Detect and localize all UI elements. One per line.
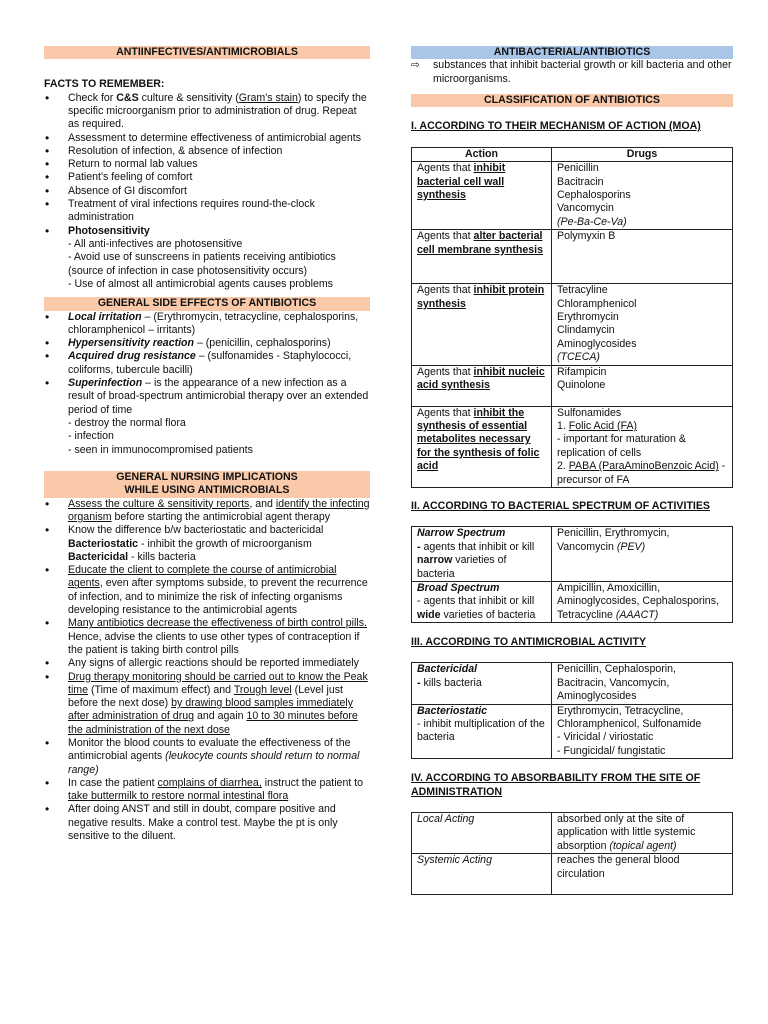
list-item: • Hypersensitivity reaction – (penicillin, cephalosporins)	[44, 337, 370, 350]
table-row: Bacteriostatic - inhibit multiplication of the bacteria Erythromycin, Tetracycline, Chloramphenicol, Sulfonamide - Viricidal / viriostatic - Fungicidal/ fungistatic	[412, 704, 733, 759]
table-row: Agents that inhibit bacterial cell wall synthesis Penicillin Bacitracin Cephalosporins Vancomycin (Pe-Ba-Ce-Va)	[412, 162, 733, 230]
table-row: Local Acting absorbed only at the site of application with little systemic absorption (topical agent)	[412, 812, 733, 853]
list-item: • Monitor the blood counts to evaluate the effectiveness of the antimicrobial agents (leukocyte counts should return to normal range)	[44, 737, 370, 777]
list-item: • In case the patient complains of diarrhea, instruct the patient to take buttermilk to restore normal intestinal flora	[44, 777, 370, 804]
list-item: • Resolution of infection, & absence of infection	[44, 145, 370, 158]
list-item: • Check for C&S culture & sensitivity (Gram's stain) to specify the specific microorganism prior to administration of drug. Repeat as required.	[44, 92, 370, 132]
facts-title: FACTS TO REMEMBER:	[44, 78, 165, 91]
section-header-classification: CLASSIFICATION OF ANTIBIOTICS	[411, 94, 733, 107]
definition: ⇨ substances that inhibit bacterial growth or kill bacteria and other microorganisms.	[411, 59, 732, 85]
list-item: • Superinfection – is the appearance of a new infection as a result of broad-spectrum antimicrobial therapy over an extended period of time - destroy the normal flora - infection - seen in immunocompromised patients	[44, 377, 370, 457]
activity-table	[411, 662, 733, 759]
table-row: Agents that inhibit nucleic acid synthesis Rifampicin Quinolone	[412, 365, 733, 406]
facts-list	[44, 92, 370, 291]
list-item: • Many antibiotics decrease the effectiveness of birth control pills. Hence, advise the clients to use other types of contraception if the patient is taking birth control pills	[44, 617, 370, 657]
list-item: • Assess the culture & sensitivity reports, and identify the infecting organism before starting the antimicrobial agent therapy	[44, 498, 370, 525]
right-column	[411, 46, 733, 895]
list-item: • Acquired drug resistance – (sulfonamides - Staphylococci, coliforms, tubercule bacilli)	[44, 350, 370, 377]
list-item: • After doing ANST and still in doubt, compare positive and negative results. Make a control test. Maybe the pt is only sensitive to the diluent.	[44, 803, 370, 843]
section-header-side-effects: GENERAL SIDE EFFECTS OF ANTIBIOTICS	[44, 297, 370, 310]
list-item: • Know the difference b/w bacteriostatic and bactericidal Bacteriostatic - inhibit the growth of microorganism Bactericidal - kills bacteria	[44, 524, 370, 564]
list-item: • Photosensitivity - All anti-infectives are photosensitive - Avoid use of sunscreens in patients receiving antibiotics (source of infection in case photosensitivity occurs) - Use of almost all antimicrobial agents causes problems	[44, 225, 370, 291]
table-row: Systemic Acting reaches the general blood circulation	[412, 854, 733, 895]
table-row: Agents that inhibit the synthesis of essential metabolites necessary for the synthesis of folic acid Sulfonamides 1. Folic Acid (FA) - important for maturation & replication of cells 2. PABA (ParaAminoBenzoic Acid) - precursor of FA	[412, 406, 733, 487]
list-item: • Local irritation – (Erythromycin, tetracycline, cephalosporins, chloramphenicol – irritants)	[44, 311, 370, 338]
nursing-list	[44, 498, 370, 844]
arrow-right-icon: ⇨	[411, 59, 420, 72]
section-title-absorbability: IV. ACCORDING TO ABSORBABILITY FROM THE SITE OF ADMINISTRATION	[411, 772, 701, 798]
section-header-antiinfectives: ANTIINFECTIVES/ANTIMICROBIALS	[44, 46, 370, 59]
section-title-spectrum: II. ACCORDING TO BACTERIAL SPECTRUM OF ACTIVITIES	[411, 500, 710, 513]
list-item: • Any signs of allergic reactions should be reported immediately	[44, 657, 370, 670]
list-item: • Patient's feeling of comfort	[44, 171, 370, 184]
list-item: • Return to normal lab values	[44, 158, 370, 171]
table-header-row: Action Drugs	[412, 147, 733, 161]
table-row: Narrow Spectrum - agents that inhibit or kill narrow varieties of bacteria Penicillin, Erythromycin, Vancomycin (PEV)	[412, 527, 733, 582]
list-item: • Educate the client to complete the course of antimicrobial agents, even after symptoms subside, to prevent the recurrence of infection, and to minimize the risk of infecting organisms developing resistance to the antimicrobial agents	[44, 564, 370, 617]
spectrum-table	[411, 526, 733, 623]
table-row: Agents that alter bacterial cell membrane synthesis Polymyxin B	[412, 230, 733, 284]
table-row: Agents that inhibit protein synthesis Tetracyline Chloramphenicol Erythromycin Clindamycin Aminoglycosides (TCECA)	[412, 284, 733, 365]
section-title-activity: III. ACCORDING TO ANTIMICROBIAL ACTIVITY	[411, 636, 647, 649]
list-item: • Treatment of viral infections requires round-the-clock administration	[44, 198, 370, 225]
section-title-moa: I. ACCORDING TO THEIR MECHANISM OF ACTION (MOA)	[411, 120, 701, 133]
section-header-antibacterial: ANTIBACTERIAL/ANTIBIOTICS	[411, 46, 733, 59]
list-item: • Assessment to determine effectiveness of antimicrobial agents	[44, 132, 370, 145]
section-header-nursing-implications: GENERAL NURSING IMPLICATIONS WHILE USING ANTIMICROBIALS	[44, 471, 370, 498]
table-row: Broad Spectrum - agents that inhibit or kill wide varieties of bacteria Ampicillin, Amoxicillin, Aminoglycosides, Cephalosporins, Tetracycline (AAACT)	[412, 581, 733, 622]
moa-table	[411, 147, 733, 488]
left-column	[44, 46, 370, 843]
list-item: • Drug therapy monitoring should be carried out to know the Peak time (Time of maximum effect) and Trough level (Level just before the next dose) by drawing blood samples immediately after administration of drug and again 10 to 30 minutes before the administration of the next dose	[44, 671, 370, 737]
list-item: • Absence of GI discomfort	[44, 185, 370, 198]
side-effects-list	[44, 311, 370, 457]
table-row: Bactericidal - kills bacteria Penicillin, Cephalosporin, Bacitracin, Vancomycin, Aminoglycosides	[412, 663, 733, 704]
absorbability-table	[411, 812, 733, 895]
